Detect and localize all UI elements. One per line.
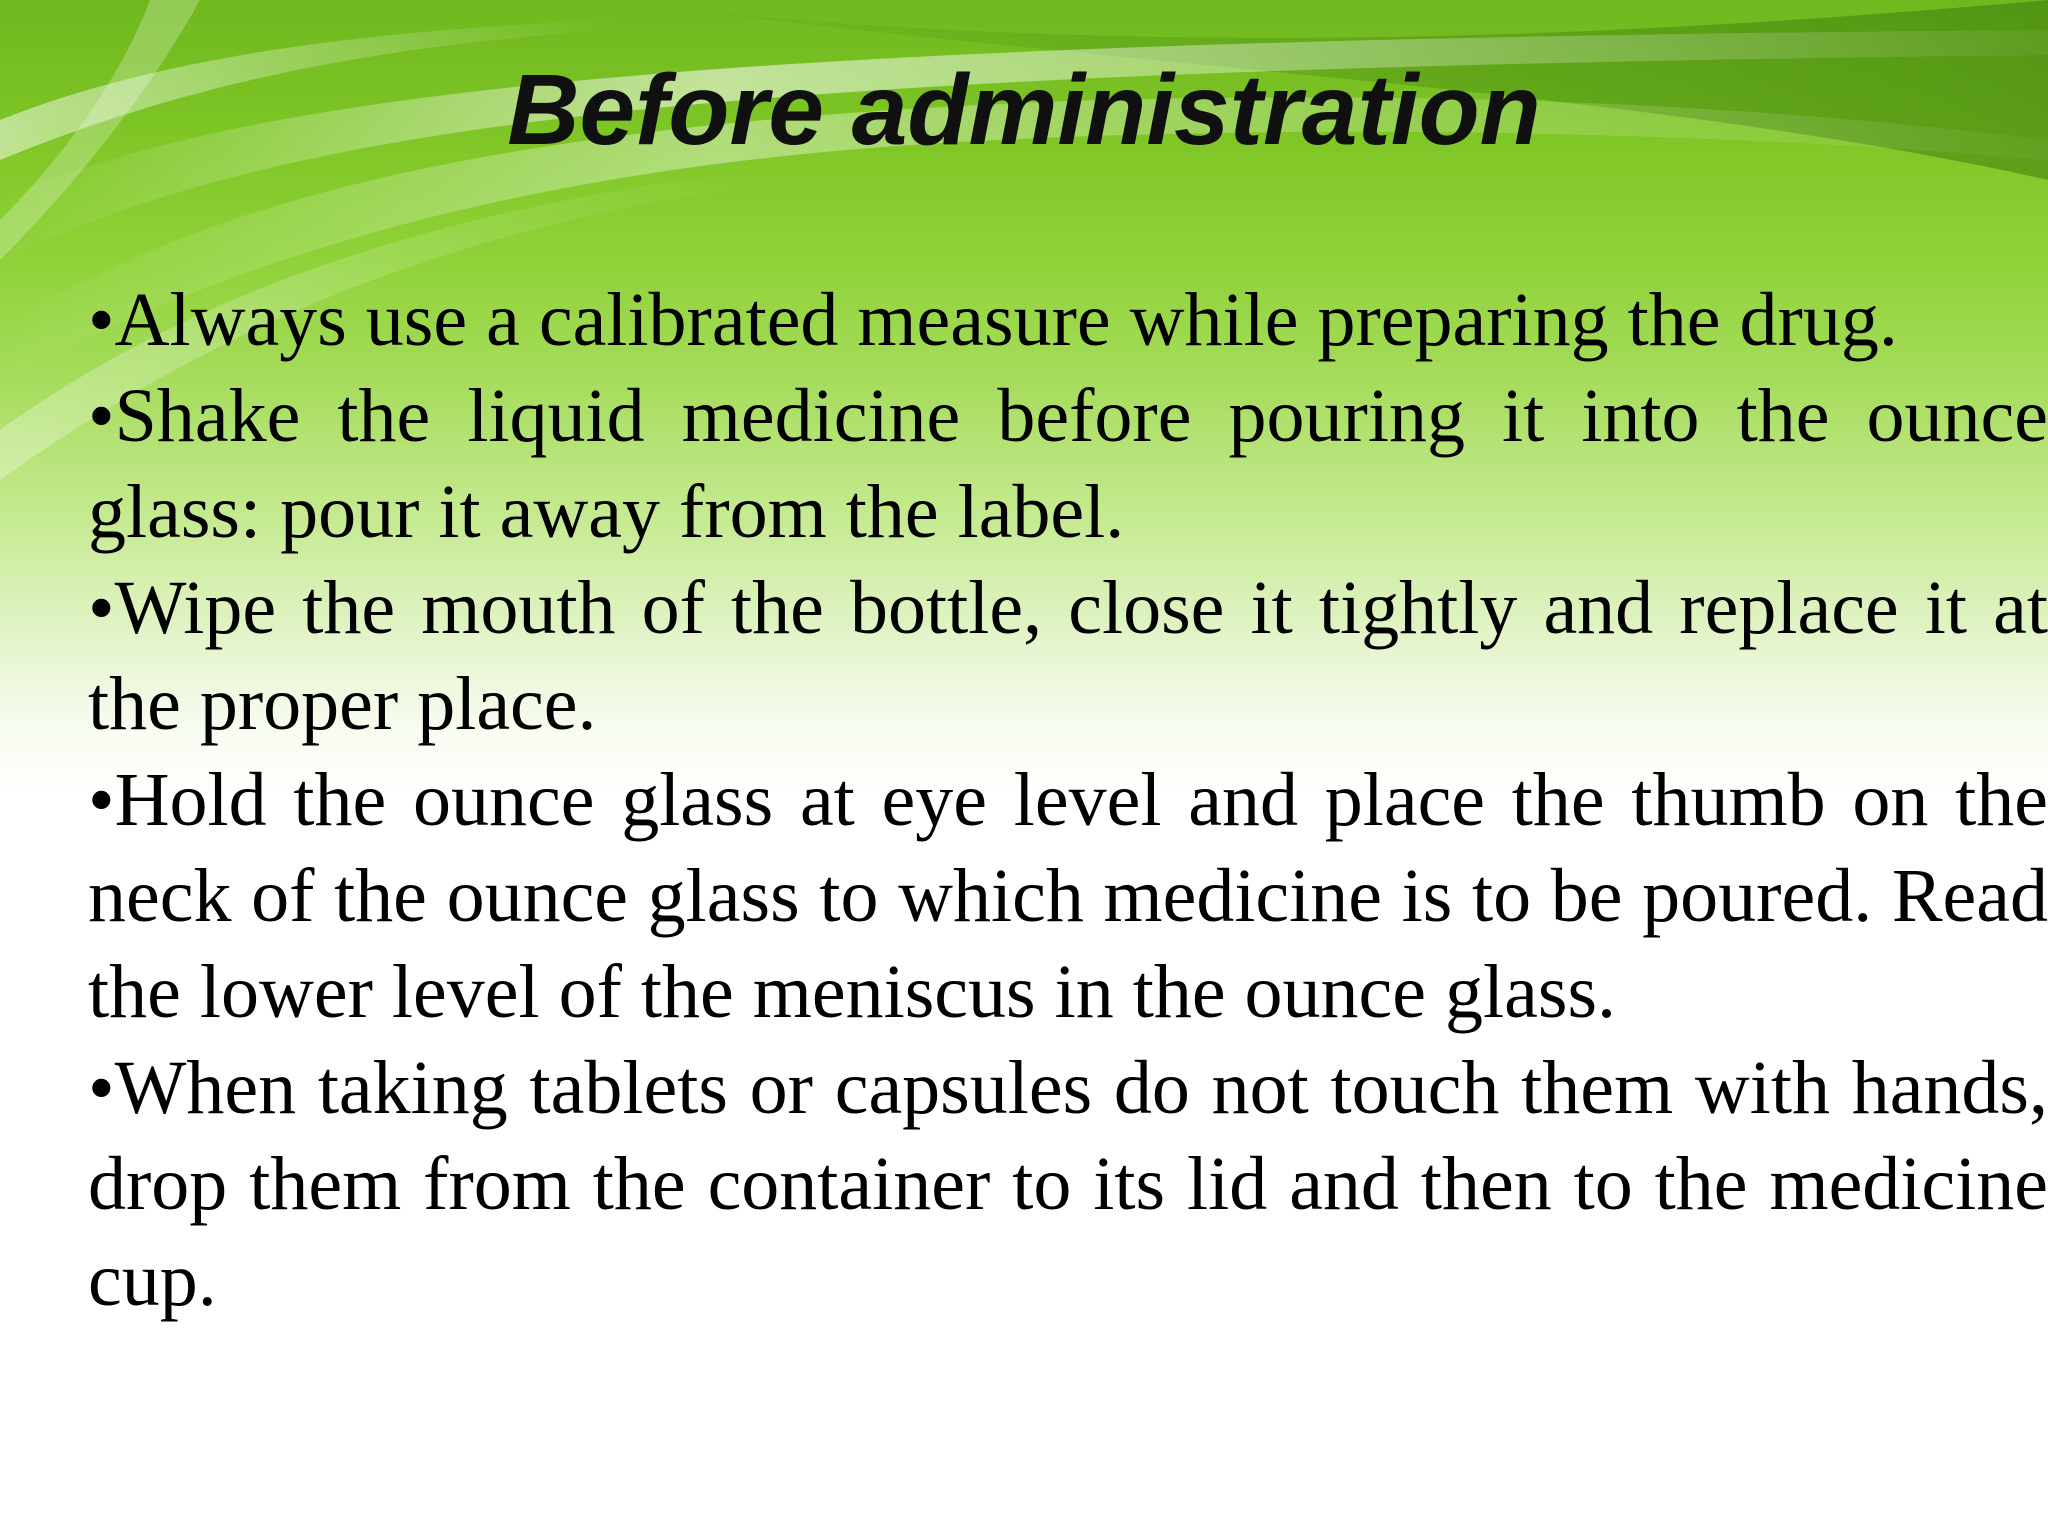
bullet-item	[88, 368, 2048, 560]
bullet-item	[88, 1040, 2048, 1328]
bullet-text: When taking tablets or capsules do not touch them with hands, drop them from the container to its lid and then to the medicine cup.	[88, 1046, 2048, 1322]
bullet-symbol: •	[88, 278, 115, 362]
bullet-symbol: •	[88, 1046, 115, 1130]
bullet-item	[88, 752, 2048, 1040]
bullet-text: Wipe the mouth of the bottle, close it tightly and replace it at the proper place.	[88, 566, 2048, 746]
bullet-item	[88, 560, 2048, 752]
bullet-item	[88, 272, 2048, 368]
bullet-symbol: •	[88, 566, 115, 650]
bullet-list	[88, 272, 2048, 1328]
bullet-text: Shake the liquid medicine before pouring it into the ounce glass: pour it away from the label.	[88, 374, 2048, 554]
bullet-symbol: •	[88, 374, 115, 458]
bullet-symbol: •	[88, 758, 115, 842]
bullet-text: Hold the ounce glass at eye level and place the thumb on the neck of the ounce glass to which medicine is to be poured. Read the lower level of the meniscus in the ounce glass.	[88, 758, 2048, 1034]
bullet-text: Always use a calibrated measure while preparing the drug.	[114, 278, 1898, 362]
slide-title: Before administration	[507, 54, 1541, 166]
